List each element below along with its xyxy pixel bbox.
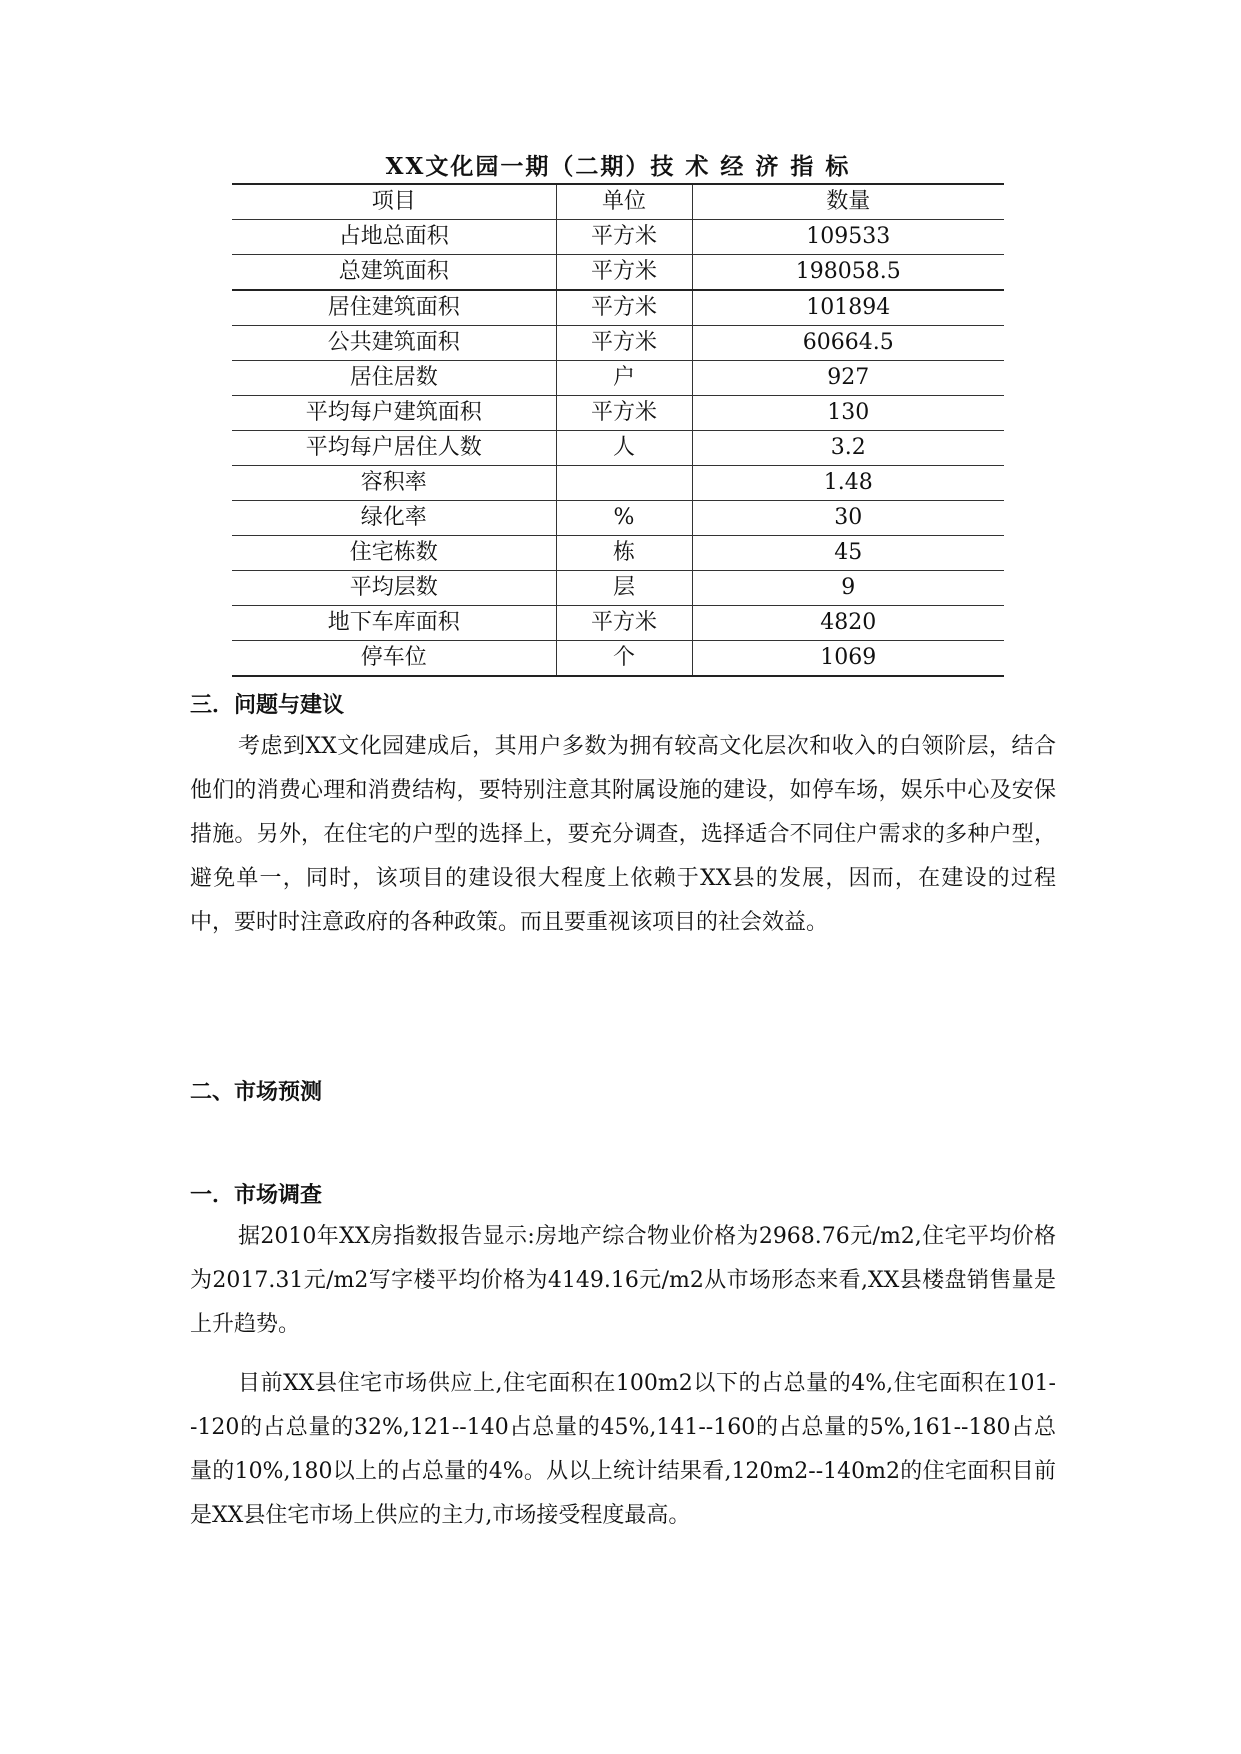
cell-unit: 户 xyxy=(556,361,692,396)
section-heading-problems: 三．问题与建议 xyxy=(190,692,345,718)
cell-item: 占地总面积 xyxy=(232,220,556,255)
cell-unit: 栋 xyxy=(556,536,692,571)
tech-econ-indicator-table xyxy=(232,183,1004,677)
cell-item: 总建筑面积 xyxy=(232,255,556,291)
cell-unit xyxy=(556,466,692,501)
table-header-row xyxy=(232,184,1004,220)
cell-quantity: 109533 xyxy=(692,220,1004,255)
cell-quantity: 30 xyxy=(692,501,1004,536)
cell-unit: 平方米 xyxy=(556,255,692,291)
table-row xyxy=(232,220,1004,255)
cell-item: 居住居数 xyxy=(232,361,556,396)
cell-unit: 层 xyxy=(556,571,692,606)
cell-quantity: 9 xyxy=(692,571,1004,606)
cell-item: 平均每户居住人数 xyxy=(232,431,556,466)
cell-quantity: 45 xyxy=(692,536,1004,571)
survey-paragraph-prices: 据2010年XX房指数报告显示:房地产综合物业价格为2968.76元/m2,住宅平均价格为2017.31元/m2写字楼平均价格为4149.16元/m2从市场形态来看,XX县楼盘销售量是上升趋势。 xyxy=(190,1224,1056,1337)
cell-quantity: 1.48 xyxy=(692,466,1004,501)
table-row xyxy=(232,536,1004,571)
cell-item: 住宅栋数 xyxy=(232,536,556,571)
table-row xyxy=(232,255,1004,291)
section-heading-forecast: 二、市场预测 xyxy=(190,1079,323,1105)
cell-unit: 人 xyxy=(556,431,692,466)
cell-item: 平均层数 xyxy=(232,571,556,606)
cell-unit: 平方米 xyxy=(556,606,692,641)
table-title: XX文化园一期（二期）技 术 经 济 指 标 xyxy=(385,153,851,180)
table-row xyxy=(232,396,1004,431)
cell-unit: 平方米 xyxy=(556,396,692,431)
cell-unit: 个 xyxy=(556,641,692,677)
cell-quantity: 101894 xyxy=(692,290,1004,326)
survey-paragraph-supply: 目前XX县住宅市场供应上,住宅面积在100m2以下的占总量的4%,住宅面积在101--120的占总量的32%,121--140占总量的45%,141--160的占总量的5%,161--180占总量的10%,180以上的占总量的4%。从以上统计结果看,120m2--140m2的住宅面积目前是XX县住宅市场上供应的主力,市场接受程度最高。 xyxy=(190,1371,1056,1528)
table-row xyxy=(232,290,1004,326)
table-row xyxy=(232,431,1004,466)
cell-item: 绿化率 xyxy=(232,501,556,536)
cell-unit: 平方米 xyxy=(556,326,692,361)
section-heading-survey: 一．市场调查 xyxy=(190,1182,323,1208)
cell-item: 公共建筑面积 xyxy=(232,326,556,361)
table-row xyxy=(232,326,1004,361)
header-item: 项目 xyxy=(232,184,556,220)
cell-quantity: 130 xyxy=(692,396,1004,431)
header-quantity: 数量 xyxy=(692,184,1004,220)
cell-item: 居住建筑面积 xyxy=(232,290,556,326)
table-row xyxy=(232,466,1004,501)
table-row xyxy=(232,501,1004,536)
cell-unit: 平方米 xyxy=(556,290,692,326)
cell-quantity: 198058.5 xyxy=(692,255,1004,291)
cell-unit: % xyxy=(556,501,692,536)
cell-item: 地下车库面积 xyxy=(232,606,556,641)
table-row xyxy=(232,571,1004,606)
table-row xyxy=(232,606,1004,641)
cell-item: 容积率 xyxy=(232,466,556,501)
cell-item: 平均每户建筑面积 xyxy=(232,396,556,431)
cell-quantity: 927 xyxy=(692,361,1004,396)
cell-quantity: 1069 xyxy=(692,641,1004,677)
table-row xyxy=(232,641,1004,677)
table-row xyxy=(232,361,1004,396)
problems-paragraph: 考虑到XX文化园建成后，其用户多数为拥有较高文化层次和收入的白领阶层，结合他们的消费心理和消费结构，要特别注意其附属设施的建设，如停车场，娱乐中心及安保措施。另外，在住宅的户型的选择上，要充分调查，选择适合不同住户需求的多种户型，避免单一，同时，该项目的建设很大程度上依赖于XX县的发展，因而，在建设的过程中，要时时注意政府的各种政策。而且要重视该项目的社会效益。 xyxy=(190,734,1056,935)
cell-quantity: 4820 xyxy=(692,606,1004,641)
cell-unit: 平方米 xyxy=(556,220,692,255)
cell-quantity: 60664.5 xyxy=(692,326,1004,361)
header-unit: 单位 xyxy=(556,184,692,220)
cell-item: 停车位 xyxy=(232,641,556,677)
cell-quantity: 3.2 xyxy=(692,431,1004,466)
